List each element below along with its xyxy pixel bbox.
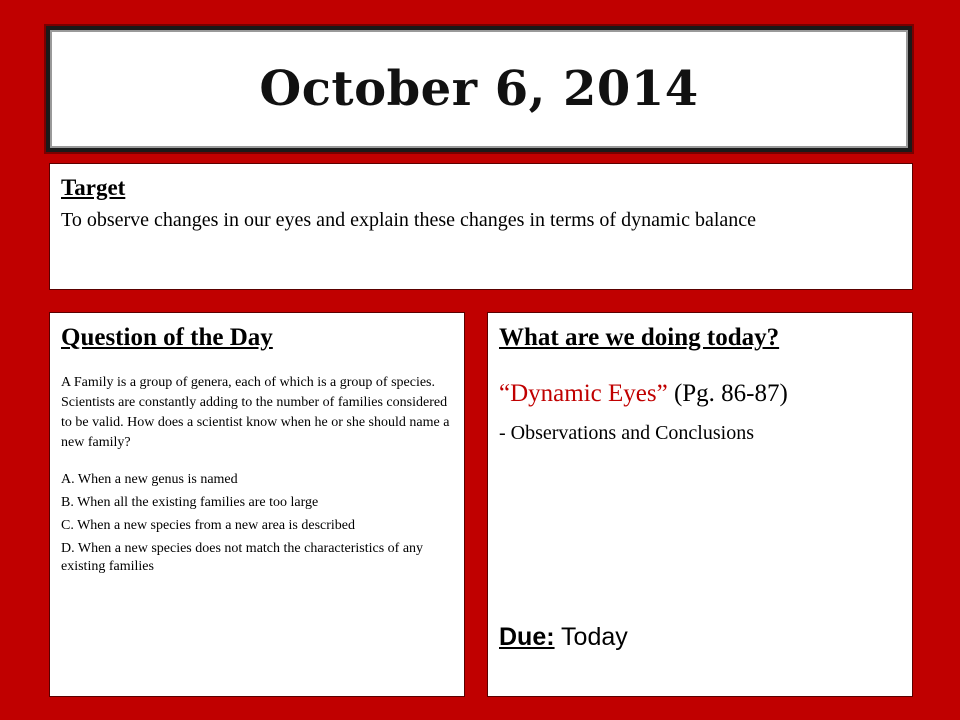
activity-page: (Pg. 86-87) bbox=[667, 380, 788, 407]
activity-name: “Dynamic Eyes” bbox=[499, 380, 668, 407]
activity-line bbox=[499, 379, 901, 409]
question-text: A Family is a group of genera, each of which is a group of species. Scientists are constantly adding to the number of families considered to be valid. How does a scientist know when he or she should name a new family? bbox=[61, 375, 450, 450]
due-label: Due: bbox=[499, 623, 555, 651]
today-panel bbox=[487, 312, 913, 697]
due-line bbox=[499, 622, 628, 652]
target-text: To observe changes in our eyes and explain these changes in terms of dynamic balance bbox=[61, 209, 757, 231]
title-banner bbox=[46, 26, 912, 152]
answer-option-d: D. When a new species does not match the characteristics of any existing families bbox=[61, 541, 424, 574]
answer-option-b: B. When all the existing families are too large bbox=[61, 495, 319, 510]
answer-options bbox=[61, 471, 453, 576]
target-heading: Target bbox=[61, 175, 126, 200]
target-panel bbox=[49, 163, 913, 290]
answer-option-a: A. When a new genus is named bbox=[61, 472, 238, 487]
activity-subtask: - Observations and Conclusions bbox=[499, 422, 754, 444]
slide-title: October 6, 2014 bbox=[259, 61, 699, 117]
answer-option-c: C. When a new species from a new area is described bbox=[61, 518, 356, 533]
question-heading: Question of the Day bbox=[61, 324, 273, 351]
today-heading: What are we doing today? bbox=[499, 324, 780, 351]
question-of-the-day-panel bbox=[49, 312, 465, 697]
due-value: Today bbox=[554, 623, 628, 651]
